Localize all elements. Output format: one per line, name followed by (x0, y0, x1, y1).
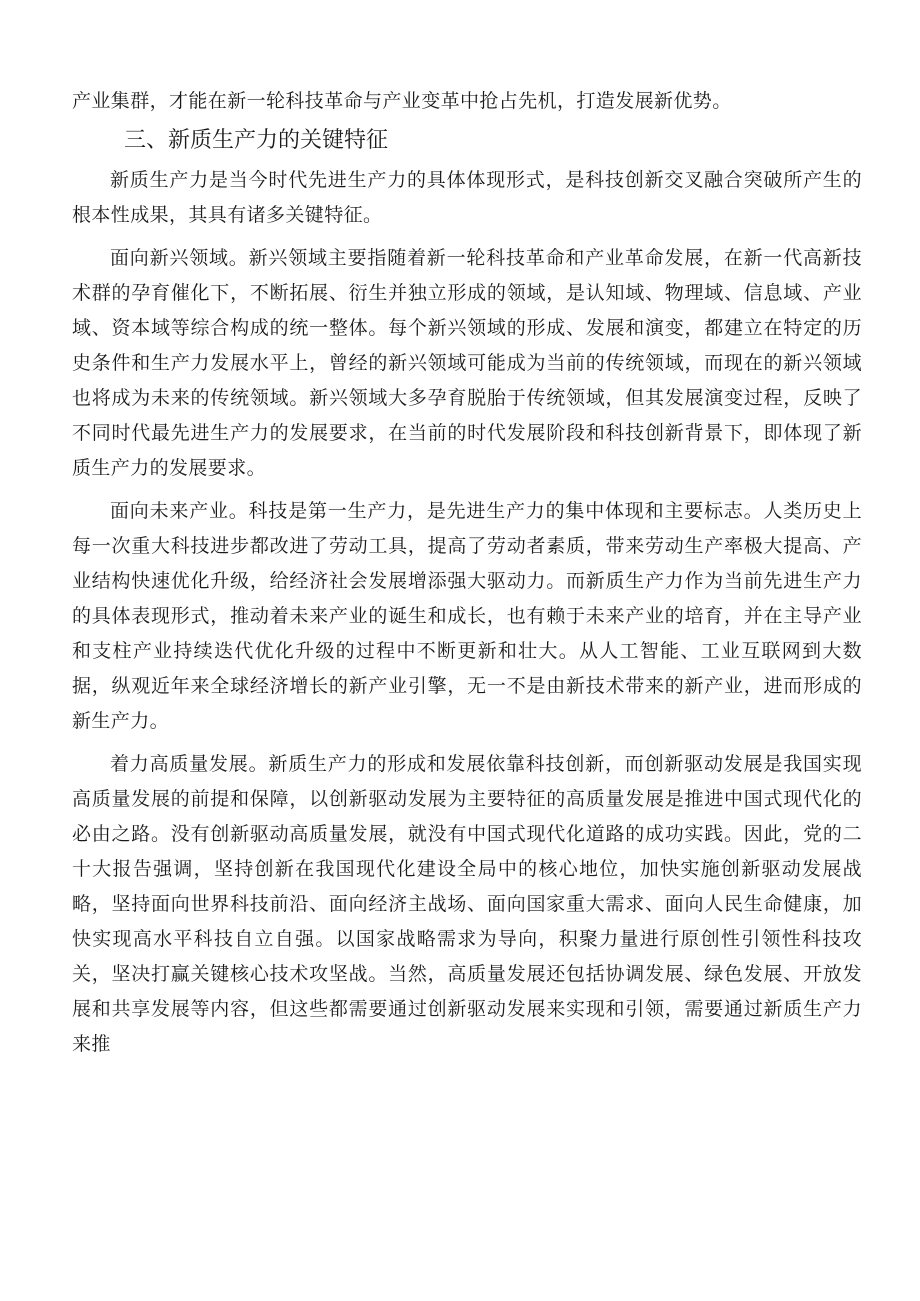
paragraph-emerging-fields: 面向新兴领域。新兴领域主要指随着新一轮科技革命和产业革命发展，在新一代高新技术群的孕育催化下，不断拓展、衍生并独立形成的领域，是认知域、物理域、信息域、产业域、资本域等综合构成的统一整体。每个新兴领域的形成、发展和演变，都建立在特定的历史条件和生产力发展水平上，曾经的新兴领域可能成为当前的传统领域，而现在的新兴领域也将成为未来的传统领域。新兴领域大多孕育脱胎于传统领域，但其发展演变过程，反映了不同时代最先进生产力的发展要求，在当前的时代发展阶段和科技创新背景下，即体现了新质生产力的发展要求。 (72, 247, 862, 479)
section-heading: 三、新质生产力的关键特征 (124, 128, 389, 153)
paragraph-future-industries: 面向未来产业。科技是第一生产力，是先进生产力的集中体现和主要标志。人类历史上每一次重大科技进步都改进了劳动工具，提高了劳动者素质，带来劳动生产率极大提高、产业结构快速优化升级，给经济社会发展增添强大驱动力。而新质生产力作为当前先进生产力的具体表现形式，推动着未来产业的诞生和成长，也有赖于未来产业的培育，并在主导产业和支柱产业持续迭代优化升级的过程中不断更新和壮大。从人工智能、工业互联网到大数据，纵观近年来全球经济增长的新产业引擎，无一不是由新技术带来的新产业，进而形成的新生产力。 (72, 500, 862, 732)
paragraph-intro: 新质生产力是当今时代先进生产力的具体体现形式，是科技创新交叉融合突破所产生的根本性成果，其具有诸多关键特征。 (72, 169, 862, 226)
document-body (72, 84, 862, 1062)
continued-paragraph: 产业集群，才能在新一轮科技革命与产业变革中抢占先机，打造发展新优势。 (72, 90, 732, 112)
paragraph-high-quality-development: 着力高质量发展。新质生产力的形成和发展依靠科技创新，而创新驱动发展是我国实现高质量发展的前提和保障，以创新驱动发展为主要特征的高质量发展是推进中国式现代化的必由之路。没有创新驱动高质量发展，就没有中国式现代化道路的成功实践。因此，党的二十大报告强调，坚持创新在我国现代化建设全局中的核心地位，加快实施创新驱动发展战略，坚持面向世界科技前沿、面向经济主战场、面向国家重大需求、面向人民生命健康，加快实现高水平科技自立自强。以国家战略需求为导向，积聚力量进行原创性引领性科技攻关，坚决打赢关键核心技术攻坚战。当然，高质量发展还包括协调发展、绿色发展、开放发展和共享发展等内容，但这些都需要通过创新驱动发展来实现和引领，需要通过新质生产力来推 (72, 753, 862, 1055)
